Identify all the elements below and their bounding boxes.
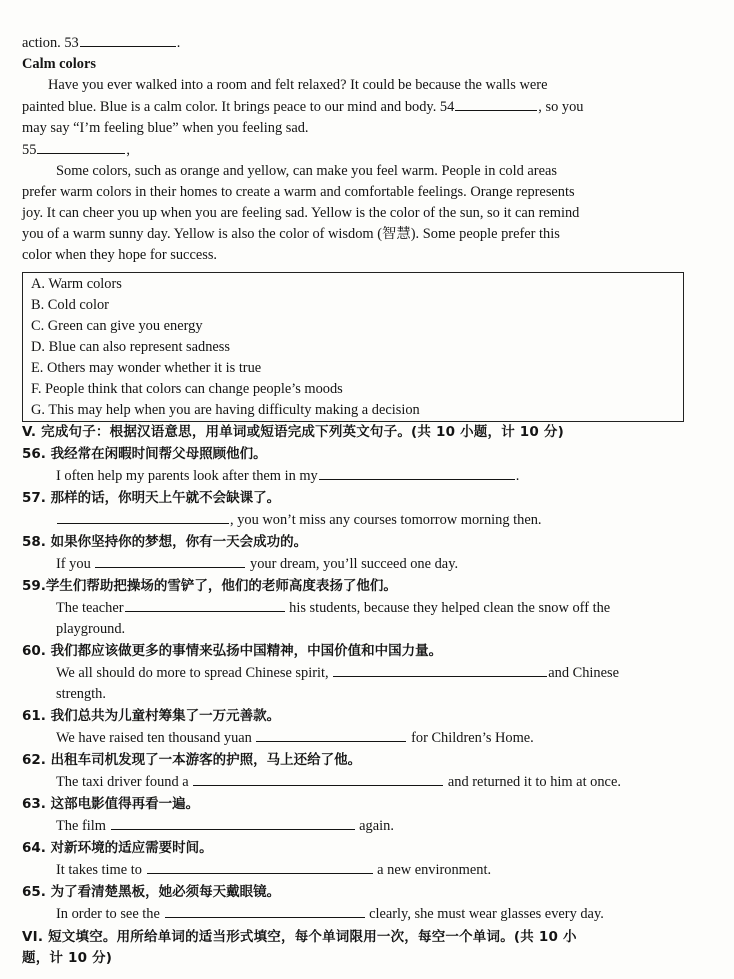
section-v-title: V. 完成句子：根据汉语意思，用单词或短语完成下列英文句子。(共 10 小题，计 10 分) [22, 424, 564, 440]
question-59-english: The teacher his students, because they helped clean the snow off the [22, 597, 688, 619]
answer-blank-64[interactable] [147, 859, 373, 874]
question-56-chinese: 56. 我经常在闲暇时间帮父母照顾他们。 [22, 446, 267, 462]
answer-blank-55[interactable] [37, 139, 125, 154]
question-60-chinese: 60. 我们都应该做更多的事情来弘扬中国精神，中国价值和中国力量。 [22, 643, 443, 659]
option-b: B. Cold color [31, 297, 109, 313]
option-e: E. Others may wonder whether it is true [31, 360, 262, 376]
passage-line-55: 55 , [22, 139, 688, 161]
options-box [22, 272, 684, 422]
section-heading-calm-colors: Calm colors [22, 56, 96, 72]
question-60-english: We all should do more to spread Chinese spirit, and Chinese [22, 662, 688, 684]
question-64-english: It takes time to a new environment. [22, 859, 688, 881]
answer-blank-53[interactable] [80, 32, 176, 47]
passage-line-53: action. 53 . [22, 32, 688, 54]
option-f: F. People think that colors can change people’s moods [31, 381, 343, 397]
exam-page [22, 32, 688, 969]
option-g: G. This may help when you are having difficulty making a decision [31, 402, 420, 418]
question-57-english: , you won’t miss any courses tomorrow morning then. [22, 509, 688, 531]
paragraph-calm-line-3: may say “I’m feeling blue” when you feeling sad. [22, 120, 309, 136]
question-53-label: action. 53 [22, 35, 79, 51]
question-59-chinese: 59.学生们帮助把操场的雪铲了，他们的老师高度表扬了他们。 [22, 578, 397, 594]
question-64-chinese: 64. 对新环境的适应需要时间。 [22, 840, 213, 856]
question-58-english: If you your dream, you’ll succeed one day. [22, 553, 688, 575]
question-61-english: We have raised ten thousand yuan for Children’s Home. [22, 727, 688, 749]
paragraph-warm-line-4: you of a warm sunny day. Yellow is also the color of wisdom (智慧). Some people prefer this [22, 226, 560, 242]
answer-blank-60[interactable] [333, 662, 547, 677]
question-55-label: 55 [22, 142, 37, 158]
answer-blank-61[interactable] [256, 727, 406, 742]
question-65-chinese: 65. 为了看清楚黑板，她必须每天戴眼镜。 [22, 884, 281, 900]
question-63-chinese: 63. 这部电影值得再看一遍。 [22, 796, 200, 812]
paragraph-warm-line-3: joy. It can cheer you up when you are feeling sad. Yellow is the color of the sun, so it can remind [22, 205, 580, 221]
paragraph-calm-line-2: painted blue. Blue is a calm color. It brings peace to our mind and body. 54 , so you [22, 96, 688, 118]
answer-blank-54[interactable] [455, 96, 537, 111]
question-62-chinese: 62. 出租车司机发现了一本游客的护照，马上还给了他。 [22, 752, 362, 768]
answer-blank-58[interactable] [95, 553, 245, 568]
paragraph-warm-line-2: prefer warm colors in their homes to create a warm and comfortable feelings. Orange represents [22, 184, 575, 200]
question-60-english-cont: strength. [56, 686, 106, 702]
question-58-chinese: 58. 如果你坚持你的梦想，你有一天会成功的。 [22, 534, 308, 550]
question-56-english: I often help my parents look after them in my . [22, 465, 688, 487]
paragraph-calm-line-1: Have you ever walked into a room and felt relaxed? It could be because the walls were [48, 77, 548, 93]
answer-blank-56[interactable] [319, 465, 515, 480]
question-63-english: The film again. [22, 815, 688, 837]
paragraph-warm-line-5: color when they hope for success. [22, 247, 218, 263]
section-vi-title-line-2: 题，计 10 分) [22, 950, 113, 966]
paragraph-warm-line-1: Some colors, such as orange and yellow, can make you feel warm. People in cold areas [56, 163, 557, 179]
option-c: C. Green can give you energy [31, 318, 203, 334]
answer-blank-65[interactable] [165, 903, 365, 918]
answer-blank-63[interactable] [111, 815, 355, 830]
question-57-chinese: 57. 那样的话，你明天上午就不会缺课了。 [22, 490, 281, 506]
question-62-english: The taxi driver found a and returned it to him at once. [22, 771, 688, 793]
answer-blank-57[interactable] [57, 509, 229, 524]
question-59-english-cont: playground. [56, 621, 126, 637]
answer-blank-62[interactable] [193, 771, 443, 786]
question-61-chinese: 61. 我们总共为儿童村筹集了一万元善款。 [22, 708, 281, 724]
option-a: A. Warm colors [31, 276, 122, 292]
answer-blank-59[interactable] [125, 597, 285, 612]
option-d: D. Blue can also represent sadness [31, 339, 231, 355]
question-65-english: In order to see the clearly, she must wear glasses every day. [22, 903, 688, 925]
section-vi-title-line-1: VI. 短文填空。用所给单词的适当形式填空，每个单词限用一次，每空一个单词。(共 10 小 [22, 929, 577, 945]
